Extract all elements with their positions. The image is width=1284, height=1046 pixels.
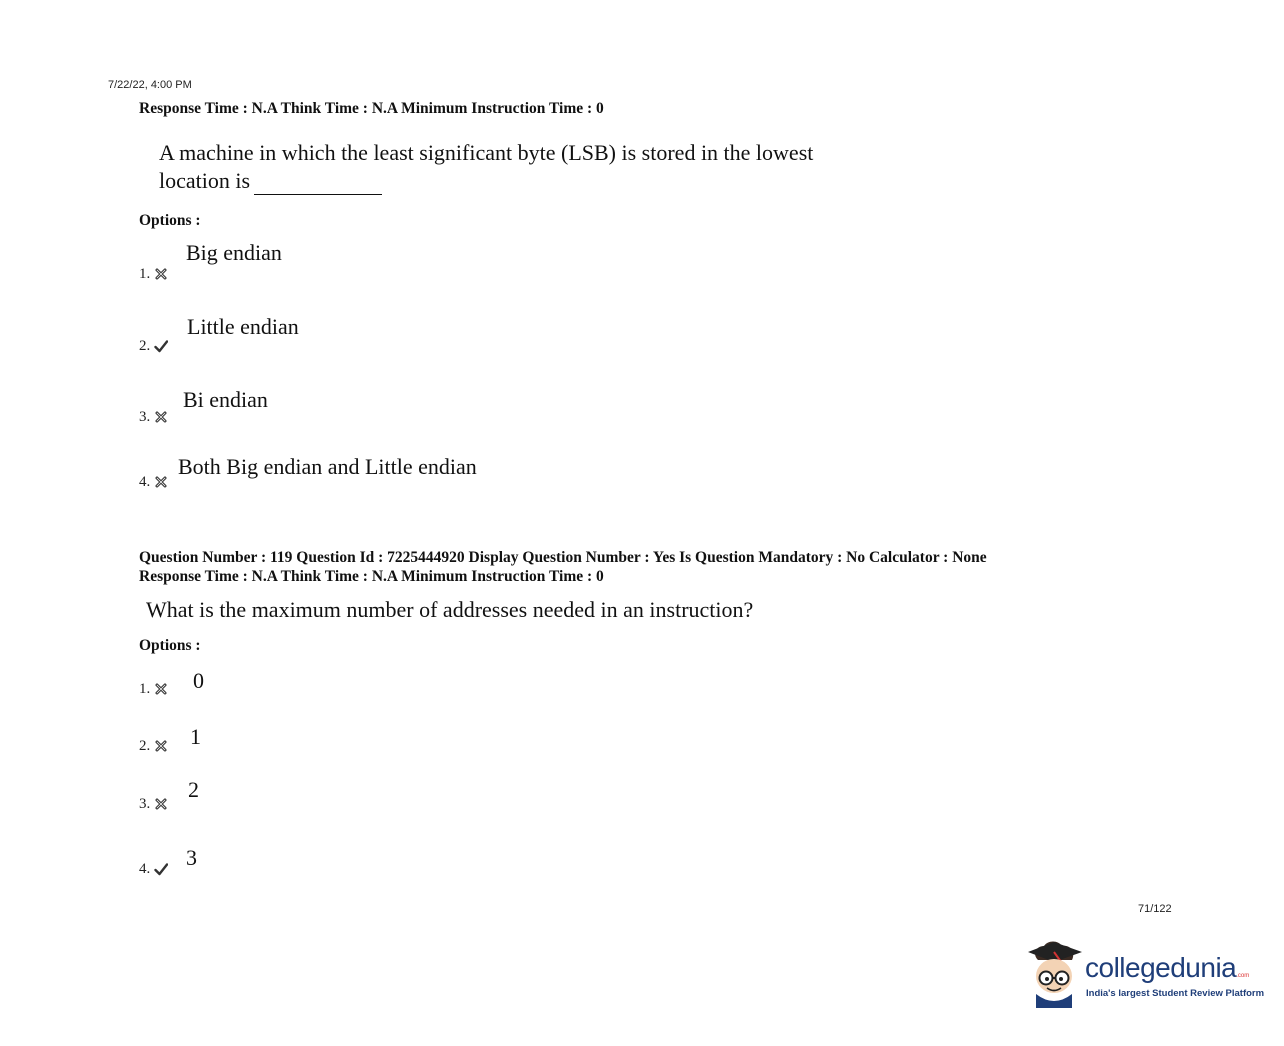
logo-wordmark	[1085, 952, 1249, 984]
q2-option-1-text: 0	[193, 668, 204, 693]
q1-response-meta: Response Time : N.A Think Time : N.A Minimum Instruction Time : 0	[139, 100, 604, 117]
q1-question-text	[159, 139, 813, 195]
q1-option-4-text: Both Big endian and Little endian	[178, 454, 477, 479]
q2-option-2	[139, 737, 168, 755]
q2-question-text: What is the maximum number of addresses needed in an instruction?	[146, 597, 754, 622]
q2-options-label: Options :	[139, 637, 201, 654]
q2-option-4-text: 3	[186, 845, 197, 870]
page-number: 71/122	[1138, 903, 1172, 915]
q1-options-label: Options :	[139, 212, 201, 229]
q2-option-4	[139, 860, 168, 878]
q1-option-1-text: Big endian	[186, 240, 282, 265]
print-timestamp: 7/22/22, 4:00 PM	[108, 79, 192, 91]
answer-blank	[254, 174, 382, 195]
q2-response-meta: Response Time : N.A Think Time : N.A Minimum Instruction Time : 0	[139, 568, 604, 585]
option-number: 4.	[139, 861, 151, 877]
q2-option-1	[139, 680, 168, 698]
q1-option-3-text: Bi endian	[183, 387, 268, 412]
logo-mascot-icon	[1024, 938, 1086, 1008]
cross-icon	[154, 797, 168, 811]
option-number: 2.	[139, 738, 151, 754]
option-number: 1.	[139, 681, 151, 697]
q1-option-3	[139, 408, 168, 426]
logo-tagline: India's largest Student Review Platform	[1086, 988, 1265, 999]
option-number: 4.	[139, 474, 151, 490]
cross-icon	[154, 410, 168, 424]
q1-option-1	[139, 265, 168, 283]
cross-icon	[154, 475, 168, 489]
q2-option-3	[139, 795, 168, 813]
q1-option-2-text: Little endian	[187, 314, 299, 339]
check-icon	[154, 339, 168, 353]
q1-option-2	[139, 337, 168, 355]
q2-option-2-text: 1	[190, 724, 201, 749]
q1-option-4	[139, 473, 168, 491]
option-number: 3.	[139, 409, 151, 425]
check-icon	[154, 862, 168, 876]
q1-text-line2: location is	[159, 168, 251, 193]
cross-icon	[154, 739, 168, 753]
logo-name: collegedunia	[1085, 952, 1237, 983]
option-number: 2.	[139, 338, 151, 354]
q2-question-meta: Question Number : 119 Question Id : 7225444920 Display Question Number : Yes Is Question Mandatory : No Calculator : None	[139, 549, 987, 566]
option-number: 1.	[139, 266, 151, 282]
option-number: 3.	[139, 796, 151, 812]
cross-icon	[154, 682, 168, 696]
q1-text-line2-wrap	[159, 167, 813, 195]
logo-suffix: .com	[1236, 973, 1250, 979]
q1-text-line1: A machine in which the least significant byte (LSB) is stored in the lowest	[159, 140, 814, 165]
q2-option-3-text: 2	[188, 777, 199, 802]
cross-icon	[154, 267, 168, 281]
